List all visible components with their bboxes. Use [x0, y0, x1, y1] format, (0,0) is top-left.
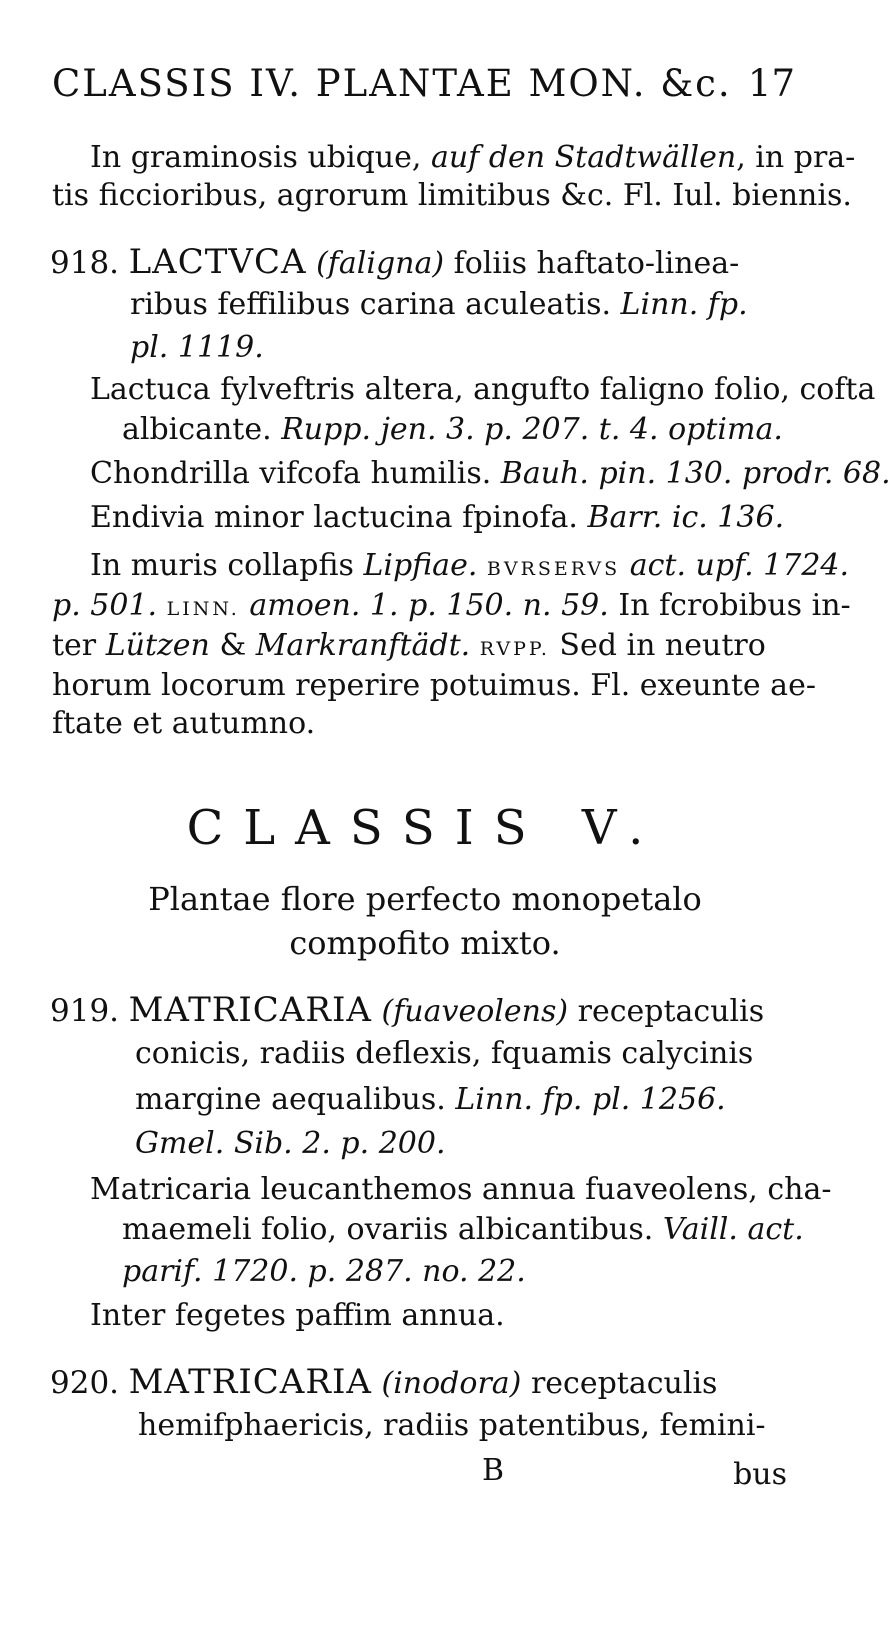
entry-919-line-4: Gmel. Sib. 2. p. 200. — [135, 1126, 446, 1161]
species-name: (inodora) — [381, 1366, 522, 1401]
synonym-919-1: Matricaria leucanthemos annua fuaveolens, cha- — [90, 1172, 832, 1207]
entry-920-line-1: 920. MATRICARIA (inodora) receptaculis — [50, 1362, 718, 1402]
signature-mark: B — [482, 1453, 505, 1488]
synonym-918-3: Endivia minor lactucina fpinofa. Barr. ic. 136. — [90, 500, 785, 535]
class-subtitle-2: compofito mixto. — [289, 924, 561, 962]
intro-line-2: tis ficcioribus, agrorum limitibus &c. Fl. Iul. biennis. — [52, 178, 852, 213]
genus-name: MATRICARIA — [128, 1362, 372, 1402]
entry-number: 920. — [50, 1365, 120, 1401]
synonym-918-1a: Lactuca fylveftris altera, angufto faligno folio, cofta — [90, 372, 876, 407]
entry-918-line-2: ribus feffilibus carina aculeatis. Linn. fp. — [130, 287, 748, 322]
entry-920-line-2: hemifphaericis, radiis patentibus, femini- — [138, 1408, 766, 1443]
entry-918-line-1: 918. LACTVCA (faligna) foliis haftato-linea- — [50, 242, 740, 282]
species-name: (faligna) — [316, 246, 445, 281]
habitat-918-4: horum locorum reperire potuimus. Fl. exeunte ae- — [52, 668, 816, 703]
synonym-919-2: maemeli folio, ovariis albicantibus. Vaill. act. — [122, 1212, 804, 1247]
catchword: bus — [733, 1457, 787, 1492]
page-number: 17 — [747, 62, 795, 105]
genus-name: LACTVCA — [128, 242, 307, 282]
genus-name: MATRICARIA — [128, 990, 372, 1030]
entry-number: 919. — [50, 993, 120, 1029]
class-subtitle-1: Plantae flore perfecto monopetalo — [148, 880, 702, 918]
habitat-918-2: p. 501. LINN. amoen. 1. p. 150. n. 59. In fcrobibus in- — [52, 588, 851, 623]
species-name: (fuaveolens) — [381, 994, 569, 1029]
habitat-918-5: ftate et autumno. — [52, 706, 316, 741]
habitat-918-3: ter Lützen & Markranftädt. RVPP. Sed in neutro — [52, 628, 766, 663]
running-title: CLASSIS IV. PLANTAE MON. &c. — [52, 62, 732, 105]
synonym-918-1b: albicante. Rupp. jen. 3. p. 207. t. 4. optima. — [122, 412, 783, 447]
habitat-918-1: In muris collapfis Lipfiae. BVRSERVS act. upf. 1724. — [90, 548, 850, 583]
synonym-919-3: parif. 1720. p. 287. no. 22. — [122, 1254, 526, 1289]
entry-919-line-3: margine aequalibus. Linn. fp. pl. 1256. — [135, 1082, 726, 1117]
habitat-919: Inter fegetes paffim annua. — [90, 1298, 505, 1333]
entry-919-line-2: conicis, radiis deflexis, fquamis calycinis — [135, 1036, 754, 1071]
intro-line-1: In graminosis ubique, auf den Stadtwällen, in pra- — [90, 140, 856, 175]
entry-number: 918. — [50, 245, 120, 281]
synonym-918-2: Chondrilla vifcofa humilis. Bauh. pin. 130. prodr. 68. — [90, 456, 891, 491]
entry-919-line-1: 919. MATRICARIA (fuaveolens) receptaculis — [50, 990, 765, 1030]
class-heading: CLASSIS V. — [186, 800, 664, 856]
running-header — [52, 62, 795, 105]
entry-918-line-3: pl. 1119. — [130, 330, 264, 365]
